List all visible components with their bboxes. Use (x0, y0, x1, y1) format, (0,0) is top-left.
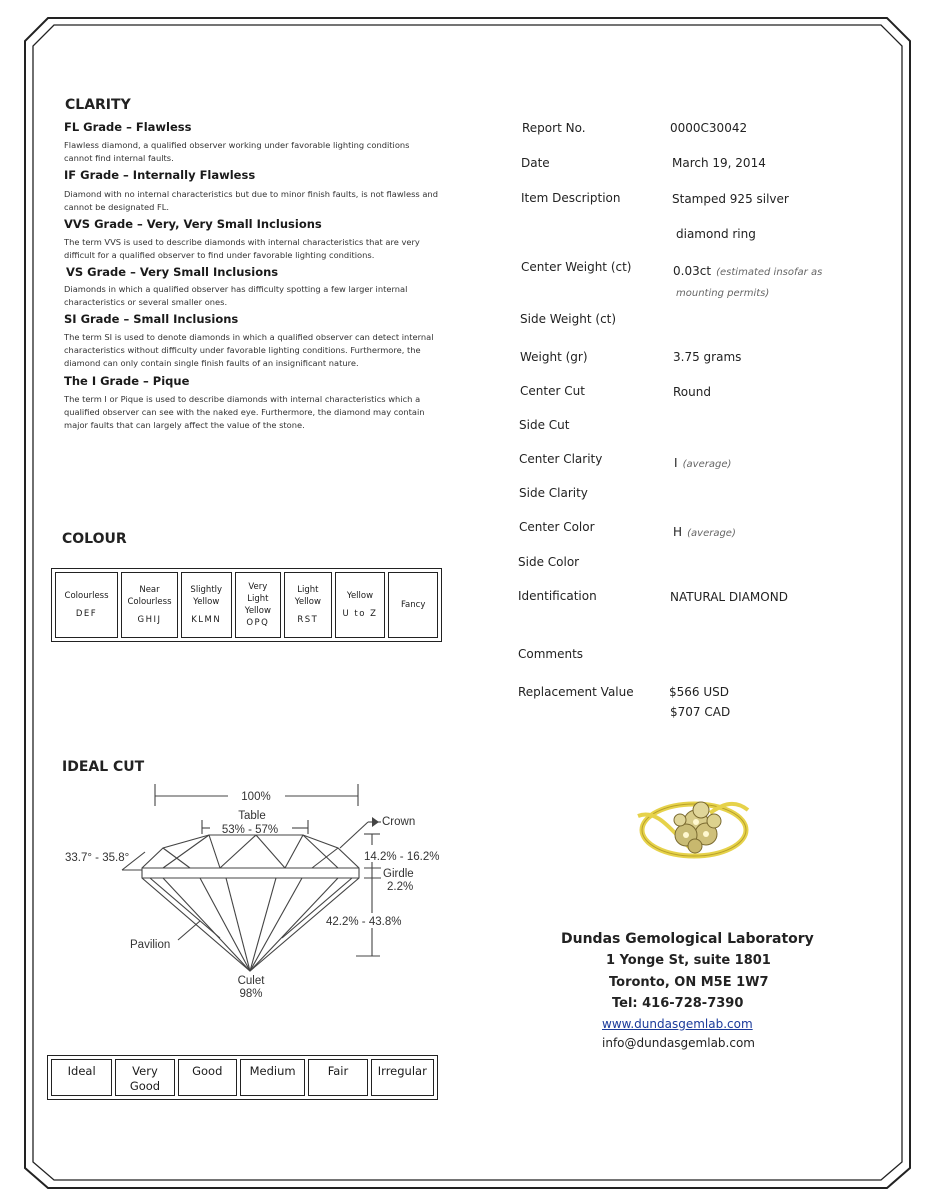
grade-vs-title: VS Grade – Very Small Inclusions (66, 265, 279, 279)
grade-vvs-desc: The term VVS is used to describe diamonds with internal characteristics that are very difficult for a qualified observer to find under favorable lighting conditions. (64, 237, 420, 260)
diagram-culet-value: 98% (239, 988, 263, 1000)
report-no-label: Report No. (522, 121, 586, 135)
grade-si-desc: The term SI is used to denote diamonds in which a qualified observer can detect internal characteristics without difficulty under favorable lighting conditions. Furthermore, the diamond can only contain single finish faults of an insignificant nature. (64, 332, 434, 368)
replacement-cad: $707 CAD (670, 705, 731, 719)
center-weight-value: 0.03ct (estimated insofar as mounting permits) (673, 264, 823, 299)
date-value: March 19, 2014 (672, 156, 766, 170)
item-description-label: Item Description (521, 191, 621, 205)
colour-scale-table (51, 568, 442, 642)
cut-cell-medium: Medium (240, 1059, 305, 1096)
grade-fl-title: FL Grade – Flawless (64, 120, 192, 134)
colour-cell-yellow: Yellow U to Z (335, 572, 386, 638)
colour-cell-near-colourless: Near Colourless GHIJ (121, 572, 178, 638)
grade-i-title: The I Grade – Pique (64, 374, 190, 388)
grade-if-title: IF Grade – Internally Flawless (64, 168, 256, 182)
diamond-proportions-diagram (50, 778, 440, 1000)
comments-label: Comments (518, 647, 584, 661)
colour-cell-light-yellow: Light Yellow RST (284, 572, 332, 638)
replacement-value-label: Replacement Value (518, 685, 634, 699)
grade-i-desc: The term I or Pique is used to describe diamonds with internal characteristics which a qualified observer can see with the naked eye. Furthermore, the diamond may contain major faults that can largely affect the value of the stone. (64, 394, 425, 430)
diagram-pavilion-depth: 42.2% - 43.8% (326, 916, 402, 928)
colour-cell-very-light-yellow: Very Light Yellow OPQ (235, 572, 282, 638)
cut-grade-table (47, 1055, 438, 1100)
diagram-girdle-label: Girdle (383, 868, 414, 880)
side-color-label: Side Color (518, 555, 580, 569)
center-color-label: Center Color (519, 520, 595, 534)
colour-cell-slightly-yellow: Slightly Yellow KLMN (181, 572, 232, 638)
grade-fl-desc: Flawless diamond, a qualified observer working under favorable lighting conditions cannot find internal faults. (64, 140, 410, 163)
center-weight-label: Center Weight (ct) (521, 260, 632, 274)
item-description-line-2: diamond ring (676, 227, 756, 241)
center-cut-label: Center Cut (520, 384, 585, 398)
lab-address-1: 1 Yonge St, suite 1801 (606, 953, 771, 968)
diagram-table-label: Table (238, 810, 266, 822)
cut-cell-ideal: Ideal (51, 1059, 112, 1096)
diagram-culet-label: Culet (237, 975, 265, 987)
weight-value: 3.75 grams (673, 350, 742, 364)
center-color-value: H (average) (673, 525, 736, 539)
center-cut-value: Round (673, 385, 711, 399)
side-weight-label: Side Weight (ct) (520, 312, 617, 326)
diagram-width-label: 100% (241, 791, 271, 803)
crown-arrow-icon (372, 817, 379, 827)
cut-cell-fair: Fair (308, 1059, 367, 1096)
diagram-pavilion-label: Pavilion (130, 939, 171, 951)
grade-vvs-title: VVS Grade – Very, Very Small Inclusions (64, 217, 322, 231)
identification-label: Identification (518, 589, 597, 603)
center-clarity-label: Center Clarity (519, 452, 603, 466)
identification-value: NATURAL DIAMOND (670, 590, 788, 604)
item-description-line-1: Stamped 925 silver (672, 192, 789, 206)
ideal-cut-title: IDEAL CUT (62, 759, 145, 775)
colour-title: COLOUR (62, 531, 127, 547)
cut-cell-irregular: Irregular (371, 1059, 434, 1096)
center-clarity-value: I (average) (674, 456, 732, 470)
diagram-girdle-value: 2.2% (387, 881, 414, 893)
lab-email: info@dundasgemlab.com (602, 1036, 755, 1050)
report-no-value: 0000C30042 (670, 121, 748, 135)
lab-website-link[interactable]: www.dundasgemlab.com (602, 1017, 753, 1031)
colour-cell-colourless: Colourless DEF (55, 572, 118, 638)
grade-si-title: SI Grade – Small Inclusions (64, 312, 239, 326)
side-clarity-label: Side Clarity (519, 486, 588, 500)
grade-if-desc: Diamond with no internal characteristics but due to minor finish faults, is not flawless and cannot be designated FL. (64, 189, 438, 212)
replacement-usd: $566 USD (669, 685, 729, 699)
colour-cell-fancy: Fancy (388, 572, 438, 638)
grade-vs-desc: Diamonds in which a qualified observer has difficulty spotting a few larger internal characteristics or several smaller ones. (64, 284, 408, 307)
date-label: Date (521, 156, 550, 170)
diagram-table-range: 53% - 57% (221, 824, 279, 836)
ring-photo (628, 788, 760, 870)
side-cut-label: Side Cut (519, 418, 570, 432)
diagram-crown-height: 14.2% - 16.2% (364, 851, 440, 863)
cut-cell-very-good: Very Good (115, 1059, 174, 1096)
diagram-crown-label: Crown (382, 816, 416, 828)
diagram-crown-angle: 33.7° - 35.8° (65, 852, 130, 864)
lab-address-2: Toronto, ON M5E 1W7 (609, 975, 769, 990)
weight-label: Weight (gr) (520, 350, 588, 364)
lab-telephone: Tel: 416-728-7390 (612, 996, 744, 1011)
lab-name: Dundas Gemological Laboratory (561, 931, 814, 947)
clarity-title: CLARITY (65, 97, 131, 113)
cut-cell-good: Good (178, 1059, 237, 1096)
